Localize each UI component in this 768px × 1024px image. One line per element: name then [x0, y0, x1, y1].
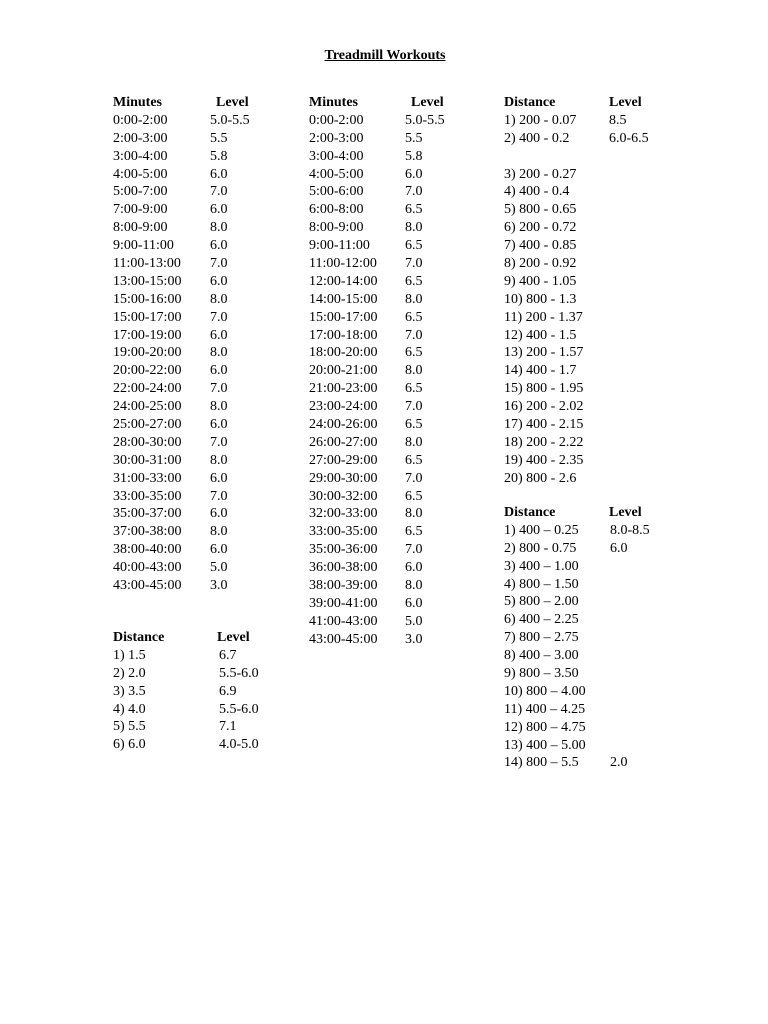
row-level: 7.0 — [210, 256, 228, 272]
row-label: 30:00-31:00 — [113, 452, 182, 468]
row-label: 11:00-12:00 — [309, 256, 377, 272]
row-label: 11) 400 – 4.25 — [504, 701, 586, 717]
row-label: 4) 4.0 — [113, 701, 146, 717]
row-level: 5.8 — [210, 148, 228, 164]
row-label: 18) 200 - 2.22 — [504, 434, 584, 450]
row-level: 6.0 — [405, 166, 423, 182]
row-level: 6.0 — [210, 273, 228, 289]
row-label: 4) 800 – 1.50 — [504, 576, 579, 592]
row-label: 41:00-43:00 — [309, 613, 378, 629]
row-label: 37:00-38:00 — [113, 524, 182, 540]
row-label: 6) 6.0 — [113, 737, 146, 753]
row-label: 9:00-11:00 — [113, 238, 174, 254]
row-label: 14) 400 - 1.7 — [504, 363, 577, 379]
level-header: Level — [216, 95, 249, 110]
row-level: 8.0 — [210, 452, 228, 468]
row-label: 2:00-3:00 — [309, 130, 364, 146]
row-label: 12) 400 - 1.5 — [504, 327, 577, 343]
row-label: 39:00-41:00 — [309, 595, 378, 611]
row-level: 8.0 — [405, 291, 423, 307]
row-label: 2) 400 - 0.2 — [504, 130, 570, 146]
level-header: Level — [609, 505, 642, 520]
row-level: 6.0 — [405, 595, 423, 611]
row-label: 3) 400 – 1.00 — [504, 558, 579, 574]
row-level: 6.0 — [210, 417, 228, 433]
row-label: 20:00-22:00 — [113, 363, 182, 379]
row-label: 15:00-17:00 — [309, 309, 378, 325]
row-label: 1) 1.5 — [113, 647, 146, 663]
row-level: 7.0 — [210, 184, 228, 200]
row-label: 38:00-40:00 — [113, 542, 182, 558]
row-label: 17) 400 - 2.15 — [504, 417, 584, 433]
row-level: 6.0 — [610, 540, 628, 556]
row-level: 6.5 — [405, 273, 423, 289]
row-level: 8.0 — [405, 506, 423, 522]
row-label: 43:00-45:00 — [309, 631, 378, 647]
row-level: 2.0 — [610, 755, 628, 771]
row-label: 3) 3.5 — [113, 683, 146, 699]
row-label: 13) 400 – 5.00 — [504, 737, 586, 753]
row-level: 6.0 — [210, 470, 228, 486]
row-level: 6.0 — [210, 327, 228, 343]
row-label: 30:00-32:00 — [309, 488, 378, 504]
row-label: 35:00-37:00 — [113, 506, 182, 522]
minutes-header: Minutes — [309, 95, 358, 110]
row-label: 9:00-11:00 — [309, 238, 370, 254]
row-level: 8.0 — [405, 220, 423, 236]
row-label: 11:00-13:00 — [113, 256, 181, 272]
row-label: 1) 400 – 0.25 — [504, 522, 579, 538]
row-label: 4) 400 - 0.4 — [504, 184, 570, 200]
row-label: 33:00-35:00 — [113, 488, 182, 504]
row-label: 9) 800 – 3.50 — [504, 666, 579, 682]
row-label: 17:00-18:00 — [309, 327, 378, 343]
row-label: 10) 800 - 1.3 — [504, 291, 577, 307]
level-header: Level — [217, 630, 250, 645]
row-label: 5) 800 - 0.65 — [504, 202, 577, 218]
row-level: 7.0 — [405, 184, 423, 200]
row-label: 2) 800 - 0.75 — [504, 540, 577, 556]
row-level: 6.0-6.5 — [609, 130, 649, 146]
row-level: 5.0 — [210, 560, 228, 576]
row-level: 6.0 — [210, 542, 228, 558]
row-level: 6.5 — [405, 309, 423, 325]
row-level: 5.0-5.5 — [405, 112, 445, 128]
row-label: 21:00-23:00 — [309, 381, 378, 397]
row-level: 6.0 — [210, 506, 228, 522]
row-level: 6.5 — [405, 417, 423, 433]
row-label: 7) 400 - 0.85 — [504, 238, 577, 254]
row-label: 20:00-21:00 — [309, 363, 378, 379]
row-level: 6.9 — [219, 683, 237, 699]
row-level: 3.0 — [405, 631, 423, 647]
row-label: 35:00-36:00 — [309, 542, 378, 558]
row-label: 19) 400 - 2.35 — [504, 452, 584, 468]
row-level: 7.1 — [219, 719, 237, 735]
row-label: 15:00-16:00 — [113, 291, 182, 307]
row-level: 5.8 — [405, 148, 423, 164]
row-label: 36:00-38:00 — [309, 560, 378, 576]
row-level: 6.0 — [210, 202, 228, 218]
row-label: 8) 200 - 0.92 — [504, 256, 577, 272]
row-label: 13:00-15:00 — [113, 273, 182, 289]
row-label: 8) 400 – 3.00 — [504, 648, 579, 664]
row-level: 7.0 — [405, 327, 423, 343]
page-title: Treadmill Workouts — [324, 48, 446, 63]
row-label: 24:00-25:00 — [113, 399, 182, 415]
row-level: 6.0 — [405, 560, 423, 576]
row-level: 7.0 — [210, 488, 228, 504]
row-label: 0:00-2:00 — [309, 112, 364, 128]
row-label: 22:00-24:00 — [113, 381, 182, 397]
row-level: 8.0 — [210, 220, 228, 236]
row-level: 5.5-6.0 — [219, 701, 259, 717]
distance-header: Distance — [504, 95, 556, 110]
row-level: 6.7 — [219, 647, 237, 663]
row-level: 7.0 — [405, 256, 423, 272]
row-label: 17:00-19:00 — [113, 327, 182, 343]
distance-header: Distance — [504, 505, 556, 520]
row-label: 5) 800 – 2.00 — [504, 594, 579, 610]
row-label: 7) 800 – 2.75 — [504, 630, 579, 646]
row-label: 4:00-5:00 — [309, 166, 364, 182]
row-level: 6.0 — [210, 238, 228, 254]
row-level: 7.0 — [210, 309, 228, 325]
row-label: 43:00-45:00 — [113, 578, 182, 594]
row-level: 6.5 — [405, 524, 423, 540]
row-label: 5) 5.5 — [113, 719, 146, 735]
row-label: 26:00-27:00 — [309, 434, 378, 450]
row-level: 8.0 — [405, 578, 423, 594]
row-label: 38:00-39:00 — [309, 578, 378, 594]
row-level: 6.5 — [405, 202, 423, 218]
row-level: 7.0 — [210, 434, 228, 450]
level-header: Level — [609, 95, 642, 110]
row-label: 11) 200 - 1.37 — [504, 309, 583, 325]
row-level: 5.5-6.0 — [219, 665, 259, 681]
level-header: Level — [411, 95, 444, 110]
row-label: 33:00-35:00 — [309, 524, 378, 540]
row-label: 0:00-2:00 — [113, 112, 168, 128]
minutes-header: Minutes — [113, 95, 162, 110]
row-level: 8.0 — [210, 345, 228, 361]
row-label: 16) 200 - 2.02 — [504, 399, 584, 415]
row-level: 8.0 — [210, 399, 228, 415]
row-label: 24:00-26:00 — [309, 417, 378, 433]
row-label: 29:00-30:00 — [309, 470, 378, 486]
row-label: 7:00-9:00 — [113, 202, 168, 218]
row-level: 6.5 — [405, 381, 423, 397]
row-level: 8.0-8.5 — [610, 522, 650, 538]
row-level: 4.0-5.0 — [219, 737, 259, 753]
row-level: 6.0 — [210, 166, 228, 182]
row-label: 27:00-29:00 — [309, 452, 378, 468]
row-level: 8.5 — [609, 112, 627, 128]
row-label: 10) 800 – 4.00 — [504, 683, 586, 699]
row-level: 8.0 — [405, 434, 423, 450]
row-label: 6) 400 – 2.25 — [504, 612, 579, 628]
distance-header: Distance — [113, 630, 165, 645]
row-label: 25:00-27:00 — [113, 417, 182, 433]
row-label: 12) 800 – 4.75 — [504, 719, 586, 735]
row-level: 5.0-5.5 — [210, 112, 250, 128]
row-label: 5:00-6:00 — [309, 184, 364, 200]
row-level: 6.0 — [210, 363, 228, 379]
row-level: 6.5 — [405, 238, 423, 254]
row-label: 32:00-33:00 — [309, 506, 378, 522]
row-level: 8.0 — [405, 363, 423, 379]
row-label: 15) 800 - 1.95 — [504, 381, 584, 397]
row-level: 7.0 — [405, 470, 423, 486]
row-level: 7.0 — [405, 399, 423, 415]
row-label: 19:00-20:00 — [113, 345, 182, 361]
row-label: 5:00-7:00 — [113, 184, 168, 200]
row-label: 9) 400 - 1.05 — [504, 273, 577, 289]
row-label: 2) 2.0 — [113, 665, 146, 681]
row-label: 6) 200 - 0.72 — [504, 220, 577, 236]
row-label: 12:00-14:00 — [309, 273, 378, 289]
row-label: 28:00-30:00 — [113, 434, 182, 450]
row-level: 6.5 — [405, 452, 423, 468]
row-level: 6.5 — [405, 488, 423, 504]
row-label: 13) 200 - 1.57 — [504, 345, 584, 361]
row-label: 31:00-33:00 — [113, 470, 182, 486]
row-label: 20) 800 - 2.6 — [504, 470, 577, 486]
row-label: 3) 200 - 0.27 — [504, 166, 577, 182]
row-label: 23:00-24:00 — [309, 399, 378, 415]
row-level: 5.0 — [405, 613, 423, 629]
row-label: 8:00-9:00 — [309, 220, 364, 236]
row-label: 40:00-43:00 — [113, 560, 182, 576]
row-label: 14) 800 – 5.5 — [504, 755, 579, 771]
row-level: 5.5 — [210, 130, 228, 146]
row-label: 15:00-17:00 — [113, 309, 182, 325]
row-level: 5.5 — [405, 130, 423, 146]
row-label: 2:00-3:00 — [113, 130, 168, 146]
row-level: 7.0 — [210, 381, 228, 397]
row-level: 3.0 — [210, 578, 228, 594]
row-level: 8.0 — [210, 291, 228, 307]
row-level: 8.0 — [210, 524, 228, 540]
row-label: 4:00-5:00 — [113, 166, 168, 182]
row-level: 7.0 — [405, 542, 423, 558]
row-label: 6:00-8:00 — [309, 202, 364, 218]
row-label: 3:00-4:00 — [309, 148, 364, 164]
row-label: 18:00-20:00 — [309, 345, 378, 361]
row-label: 1) 200 - 0.07 — [504, 112, 577, 128]
row-label: 14:00-15:00 — [309, 291, 378, 307]
row-label: 3:00-4:00 — [113, 148, 168, 164]
row-level: 6.5 — [405, 345, 423, 361]
row-label: 8:00-9:00 — [113, 220, 168, 236]
